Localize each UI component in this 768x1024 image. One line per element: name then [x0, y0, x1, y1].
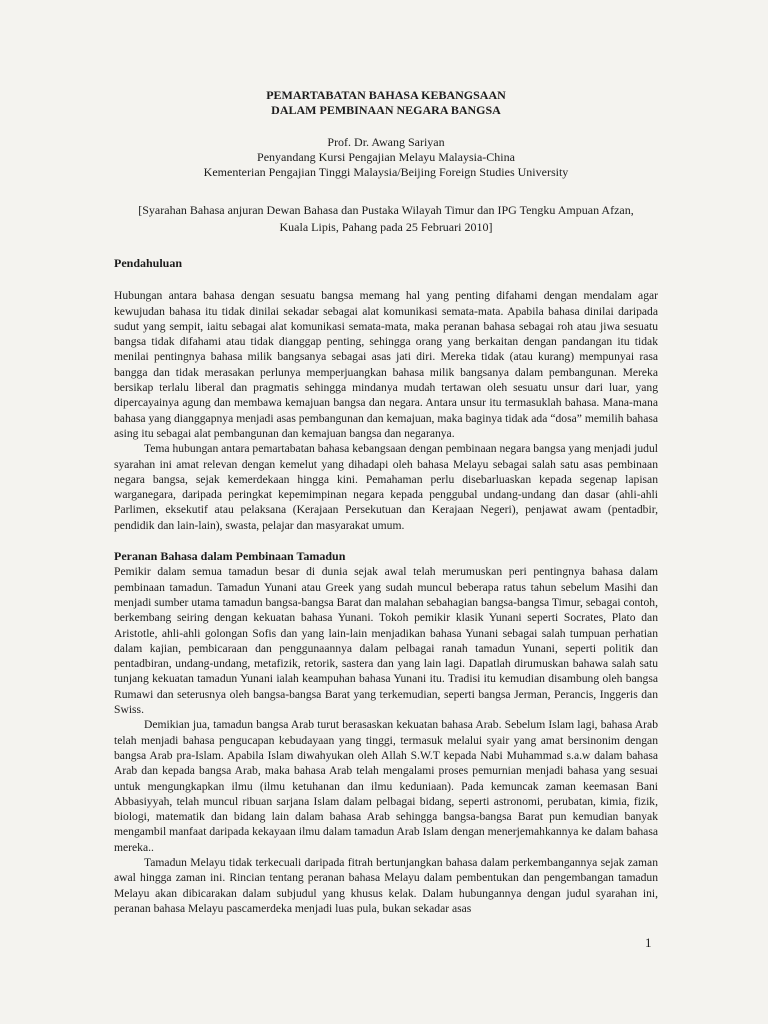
author-name: Prof. Dr. Awang Sariyan [327, 135, 445, 149]
document-title [114, 88, 658, 118]
title-line-2: DALAM PEMBINAAN NEGARA BANGSA [271, 103, 501, 117]
paragraph-intro-2: Tema hubungan antara pemartabatan bahasa kebangsaan dengan pembinaan negara bangsa yang menjadi judul syarahan ini amat relevan dengan kemelut yang dihadapi oleh bahasa Melayu sebagai salah satu asas pembinaan negara bangsa, sejak kemerdekaan hingga kini. Pemahaman perlu disebarluaskan kepada segenap lapisan warganegara, daripada peringkat kepemimpinan negara kepada penggubal undang-undang dan dasar (ahli-ahli Parlimen, eksekutif atau pelaksana (Kerajaan Persekutuan dan Kerajaan Negeri), penjawat awam (pentadbir, pendidik dan lain-lain), swasta, pelajar dan masyarakat umum. [114, 442, 658, 532]
page-number: 1 [645, 935, 652, 950]
title-line-1: PEMARTABATAN BAHASA KEBANGSAAN [266, 88, 506, 102]
paragraph-tamadun-1: Pemikir dalam semua tamadun besar di dunia sejak awal telah merumuskan peri pentingnya bahasa dalam pembinaan tamadun. Tamadun Yunani atau Greek yang sudah muncul beberapa ratus tahun sebelum Masihi dan menjadi sumber utama tamadun bangsa-bangsa Barat dan malahan sebahagian bangsa-bangsa Timur, sebagai contoh, berkembang seiring dengan kekuatan bahasa Yunani. Tokoh pemikir klasik Yunani seperti Socrates, Plato dan Aristotle, ahli-ahli golongan Sofis dan yang lain-lain menjadikan bahasa Yunani sebagai salah tumpuan perhatian dalam kajian, pembicaraan dan penggunaannya dalam pelbagai ranah tamadun Yunani, seperti politik dan pentadbiran, undang-undang, metafizik, retorik, sastera dan yang lain lagi. Dapatlah dirumuskan bahawa salah satu tunjang kekuatan tamadun Yunani ialah keampuhan bahasa Yunani itu. Tradisi itu kemudian disambung oleh bangsa Rumawi dan seterusnya oleh bangsa-bangsa Barat yang terkemudian, seperti bangsa Jerman, Perancis, Inggeris dan Swiss. [114, 565, 658, 717]
paragraph-tamadun-3: Tamadun Melayu tidak terkecuali daripada fitrah bertunjangkan bahasa dalam perkembangannya sejak zaman awal hingga zaman ini. Rincian tentang peranan bahasa Melayu dalam pembentukan dan pengembangan tamadun Melayu akan dibicarakan dalam subjudul yang khusus kelak. Dalam hubungannya dengan judul syarahan ini, peranan bahasa Melayu pascamerdeka menjadi luas pula, bukan sekadar asas [114, 855, 658, 915]
paragraph-tamadun-2: Demikian jua, tamadun bangsa Arab turut berasaskan kekuatan bahasa Arab. Sebelum Islam lagi, bahasa Arab telah menjadi bahasa pengucapan kebudayaan yang tinggi, termasuk melalui syair yang amat bersinonim dengan bangsa Arab pra-Islam. Apabila Islam diwahyukan oleh Allah S.W.T kepada Nabi Muhammad s.a.w dalam bahasa Arab dan kepada bangsa Arab, maka bahasa Arab telah mengalami proses pemurnian menjadi bahasa yang sesuai untuk mengungkapkan ilmu (ilmu ketuhanan dan ilmu keduniaan). Pada kemuncak zaman keemasan Bani Abbasiyyah, telah muncul ribuan sarjana Islam dalam pelbagai bidang, seperti astronomi, perubatan, kimia, fizik, biologi, matematik dan bidang lain dalam bahasa Arab sehingga bangsa-bangsa Barat pun kemudian banyak mengambil manfaat daripada kekayaan ilmu dalam tamadun Arab Islam dengan menerjemahkannya ke dalam bahasa mereka.. [114, 718, 658, 854]
event-note-line-1: [Syarahan Bahasa anjuran Dewan Bahasa dan Pustaka Wilayah Timur dan IPG Tengku Ampuan Afzan, [138, 203, 634, 217]
paragraph-intro-1: Hubungan antara bahasa dengan sesuatu bangsa memang hal yang penting difahami dengan mendalam agar kewujudan bahasa itu tidak dinilai sekadar sebagai alat komunikasi semata-mata. Apabila bahasa dinilai daripada sudut yang sempit, iaitu sebagai alat komunikasi semata-mata, maka peranan bahasa sebagai roh atau jiwa sesuatu bangsa tidak difahami atau tidak dianggap penting, sehingga orang yang berkaitan dengan pandangan itu tidak menilai pentingnya bahasa milik bangsanya sebagai asas jati diri. Mereka tidak (atau kurang) mempunyai rasa bangga dan tidak merasakan perlunya memperjuangkan bahasa milik bangsanya dalam pembangunan. Mereka bersikap terlalu liberal dan pragmatis sehingga mindanya mudah tertawan oleh sesuatu unsur dari luar, yang dipercayainya agung dan membawa kemajuan bangsa dan negara. Antara unsur itu termasuklah bahasa. Mana-mana bahasa yang dianggapnya menjadi asas pembangunan dan kemajuan, maka baginya tidak ada “dosa” memilih bahasa asing itu sebagai alat pembangunan dan kemajuan bangsa dan negaranya. [114, 289, 658, 440]
author-block [114, 135, 658, 180]
section-heading-peranan-bahasa: Peranan Bahasa dalam Pembinaan Tamadun [114, 549, 346, 564]
section-heading-pendahuluan: Pendahuluan [114, 256, 183, 270]
author-position: Penyandang Kursi Pengajian Melayu Malaysia-China [257, 150, 515, 164]
author-affiliation: Kementerian Pengajian Tinggi Malaysia/Beijing Foreign Studies University [203, 165, 569, 179]
event-note [114, 202, 658, 236]
event-note-line-2: Kuala Lipis, Pahang pada 25 Februari 2010] [279, 220, 493, 234]
